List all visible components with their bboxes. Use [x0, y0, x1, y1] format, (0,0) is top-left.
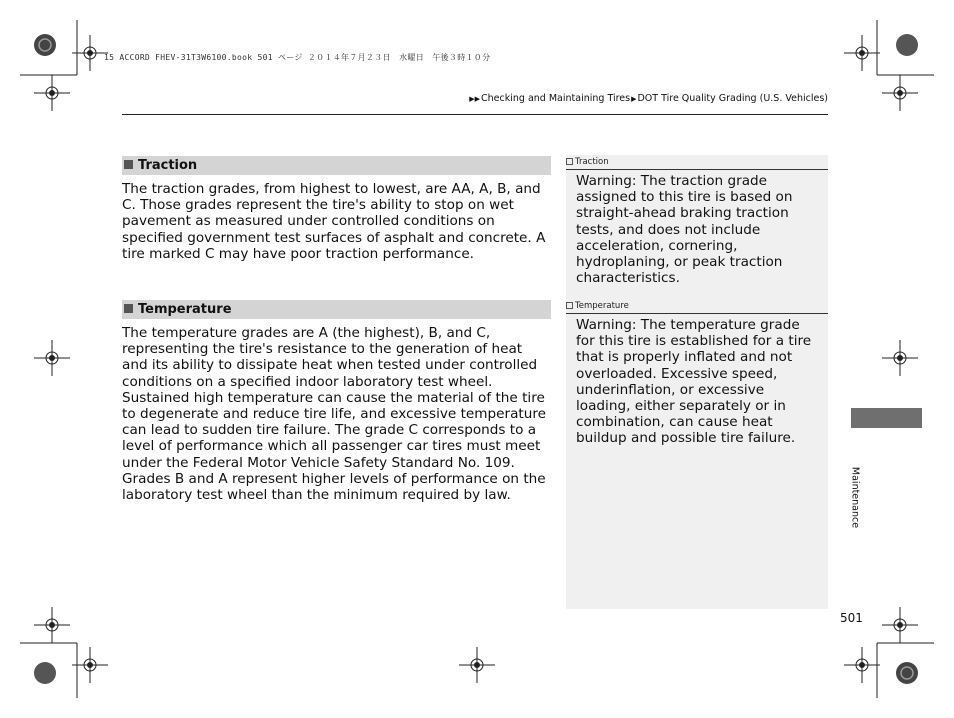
chapter-tab[interactable] [851, 408, 922, 428]
header-divider [122, 114, 828, 115]
note-reference-icon [566, 158, 573, 165]
sidebar-text-temperature: Warning: The temperature grade for this tire is established for a tire that is properly inflated and not overloaded. Excessive speed, underinflation, or excessive loading, either separately or in combination, can cause heat buildup and possible tire failure. [576, 317, 812, 447]
breadcrumb-item-1[interactable]: Checking and Maintaining Tires [481, 93, 631, 104]
sidebar-text-traction: Warning: The traction grade assigned to this tire is based on straight-ahead braking traction tests, and does not include acceleration, cornering, hydroplaning, or peak traction characteristics. [576, 173, 793, 287]
sidebar-label-traction[interactable] [566, 157, 609, 167]
chapter-tab-text: Maintenance [849, 466, 861, 529]
breadcrumb-item-2[interactable]: DOT Tire Quality Grading (U.S. Vehicles) [637, 93, 828, 104]
section-heading-text: Traction [138, 158, 198, 173]
print-header: 15 ACCORD FHEV-31T3W6100.book 501 ページ ２０１４年７月２３日 水曜日 午後３時１０分 [104, 53, 491, 62]
sidebar-label-temperature[interactable] [566, 301, 629, 311]
chapter-tab-label [845, 462, 865, 542]
square-bullet-icon [124, 304, 133, 313]
sidebar-divider [566, 313, 828, 314]
sidebar-label-text: Traction [575, 157, 609, 167]
note-reference-icon [566, 302, 573, 309]
section-heading-traction [122, 156, 551, 175]
square-bullet-icon [124, 160, 133, 169]
page-number: 501 [840, 611, 863, 625]
sidebar-divider [566, 169, 828, 170]
sidebar-label-text: Temperature [575, 301, 629, 311]
section-body-temperature: The temperature grades are A (the highest), B, and C, representing the tire's resistance to the generation of heat and its ability to dissipate heat when tested under controlled conditions on a specified indoor laboratory test wheel. Sustained high temperature can cause the material of the tire to degenerate and reduce tire life, and excessive temperature can lead to sudden tire failure. The grade C corresponds to a level of performance which all passenger car tires must meet under the Federal Motor Vehicle Safety Standard No. 109. Grades B and A represent higher levels of performance on the laboratory test wheel than the minimum required by law. [122, 325, 547, 504]
section-heading-temperature [122, 300, 551, 319]
breadcrumb-arrow-icon: ▶▶ [469, 95, 481, 103]
section-body-traction: The traction grades, from highest to lowest, are AA, A, B, and C. Those grades represent the tire's ability to stop on wet pavement as measured under controlled conditions on specified government test surfaces of asphalt and concrete. A tire marked C may have poor traction performance. [122, 181, 546, 262]
breadcrumb [468, 93, 828, 104]
section-heading-text: Temperature [138, 302, 232, 317]
breadcrumb-arrow-icon: ▶ [631, 95, 637, 103]
